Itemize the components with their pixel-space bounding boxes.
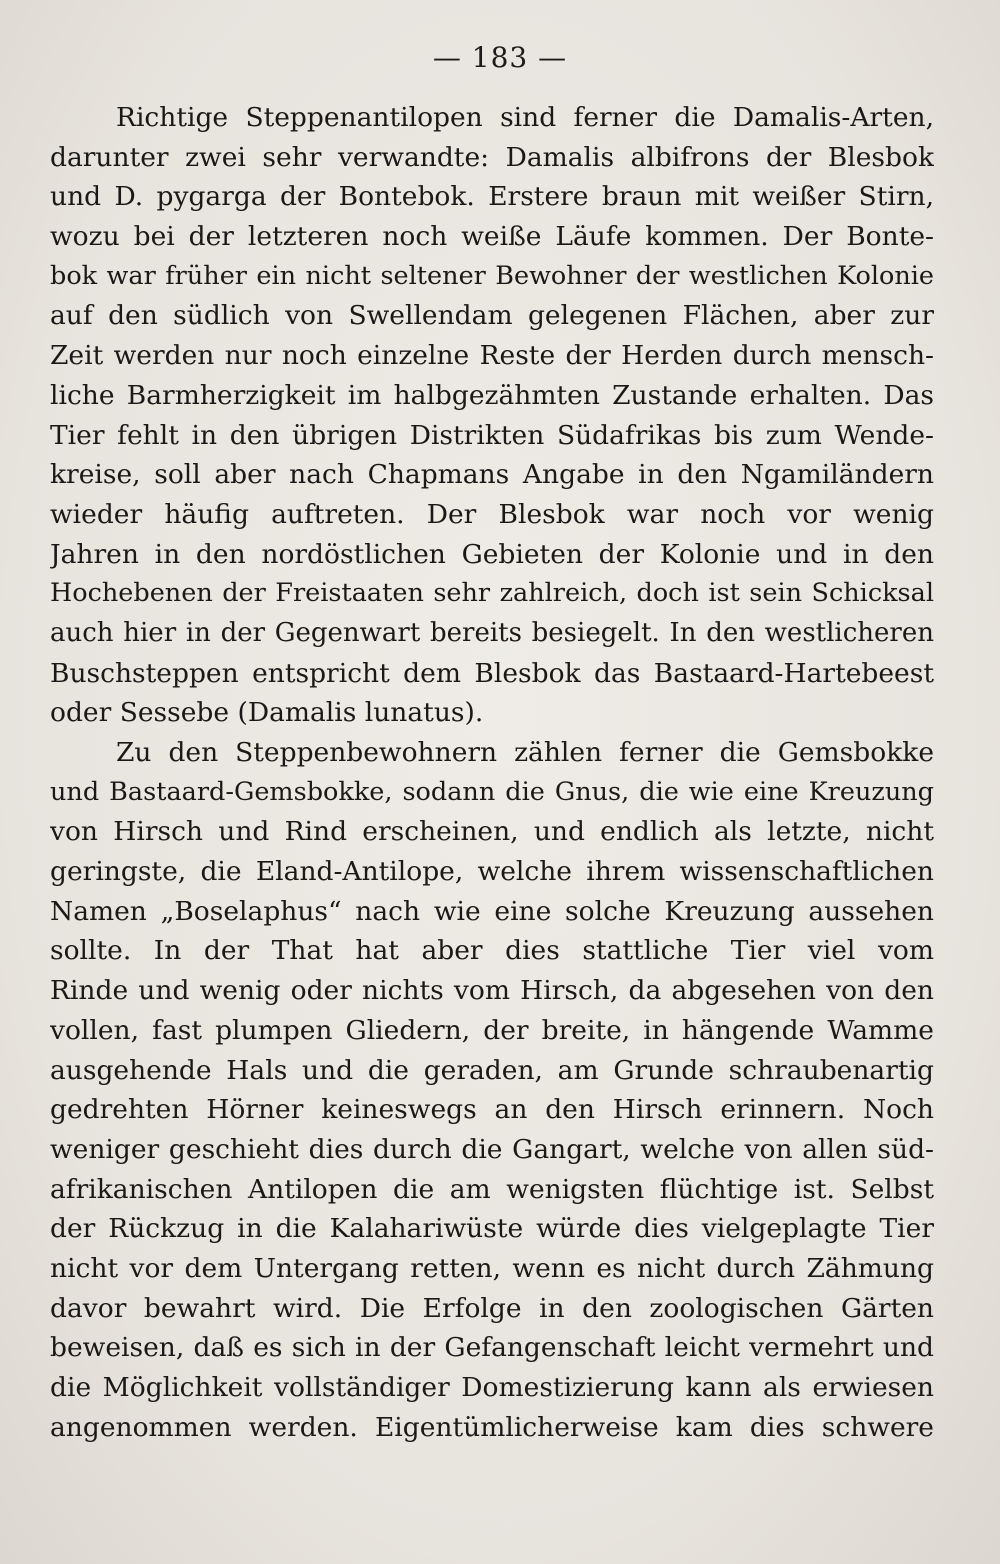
text-line: beweisen, daß es sich in der Gefangenschaft leicht vermehrt und [50,1332,934,1364]
text-line: nicht vor dem Untergang retten, wenn es nicht durch Zähmung [50,1252,934,1284]
text-line: weniger geschieht dies durch die Gangart, welche von allen süd- [50,1133,934,1165]
text-line: und D. pygarga der Bontebok. Erstere braun mit weißer Stirn, [50,181,934,213]
text-line: Tier fehlt in den übrigen Distrikten Südafrikas bis zum Wende- [50,419,934,451]
text-line: Jahren in den nordöstlichen Gebieten der Kolonie und in den [50,538,934,570]
text-line: angenommen werden. Eigentümlicherweise kam dies schwere [50,1411,934,1443]
text-line: darunter zwei sehr verwandte: Damalis albifrons der Blesbok [50,141,934,173]
text-line: Richtige Steppenantilopen sind ferner die Damalis-Arten, [116,102,934,133]
text-line: Hochebenen der Freistaaten sehr zahlreich, doch ist sein Schicksal [50,578,934,609]
text-line: wieder häufig auftreten. Der Blesbok war noch vor wenig [50,498,934,530]
text-line: geringste, die Eland-Antilope, welche ihrem wissenschaftlichen [50,856,934,888]
text-line: sollte. In der That hat aber dies stattliche Tier viel vom [50,935,934,967]
text-line: auf den südlich von Swellendam gelegenen Flächen, aber zur [50,300,934,332]
text-line: der Rückzug in die Kalahariwüste würde dies vielgeplagte Tier [50,1213,934,1245]
body-text [50,98,934,1447]
text-line: oder Sessebe (Damalis lunatus). [50,697,484,729]
text-line: Zeit werden nur noch einzelne Reste der Herden durch mensch- [50,340,934,372]
text-line: auch hier in der Gegenwart bereits besiegelt. In den westlicheren [50,617,934,648]
text-line: gedrehten Hörner keineswegs an den Hirsch erinnern. Noch [50,1094,934,1126]
text-line: von Hirsch und Rind erscheinen, und endlich als letzte, nicht [50,816,934,848]
text-line: Buschsteppen entspricht dem Blesbok das Bastaard-Hartebeest [50,657,934,689]
text-line: bok war früher ein nicht seltener Bewohner der westlichen Kolonie [50,260,934,291]
text-line: Rinde und wenig oder nichts vom Hirsch, da abgesehen von den [50,975,934,1007]
text-line: Namen „Boselaphus“ nach wie eine solche Kreuzung aussehen [50,895,934,927]
text-line: ausgehende Hals und die geraden, am Grunde schraubenartig [50,1054,934,1086]
text-line: und Bastaard-Gemsbokke, sodann die Gnus, die wie eine Kreuzung [50,776,934,807]
text-line: Zu den Steppenbewohnern zählen ferner die Gemsbokke [116,737,934,768]
page-number: — 183 — [432,41,568,74]
text-line: die Möglichkeit vollständiger Domestizierung kann als erwiesen [50,1372,934,1403]
text-line: kreise, soll aber nach Chapmans Angabe in den Ngamiländern [50,459,934,491]
text-line: afrikanischen Antilopen die am wenigsten flüchtige ist. Selbst [50,1173,934,1205]
text-line: vollen, fast plumpen Gliedern, der breite, in hängende Wamme [50,1014,934,1046]
text-line: liche Barmherzigkeit im halbgezähmten Zustande erhalten. Das [50,379,934,411]
text-line: davor bewahrt wird. Die Erfolge in den zoologischen Gärten [50,1292,934,1324]
text-line: wozu bei der letzteren noch weiße Läufe kommen. Der Bonte- [50,221,934,253]
